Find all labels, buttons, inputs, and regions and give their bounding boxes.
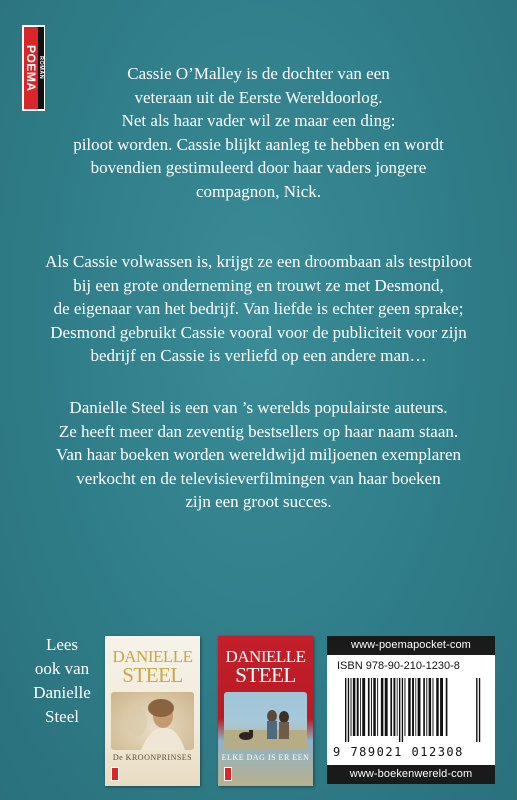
book-cover-kroonprinses bbox=[105, 636, 200, 786]
barcode-bar bbox=[429, 678, 431, 736]
blurb-line: bij een grote onderneming en trouwt ze met Desmond, bbox=[73, 275, 444, 295]
book-cover-image bbox=[111, 692, 194, 750]
barcode-bar bbox=[397, 678, 398, 736]
blurb-line: compagnon, Nick. bbox=[195, 181, 322, 201]
barcode-bar bbox=[440, 678, 443, 736]
bio-line: Ze heeft meer dan zeventig bestsellers op haar naam staan. bbox=[58, 421, 459, 441]
barcode-bar bbox=[368, 678, 370, 736]
bookstore-url[interactable]: www-boekenwereld-com bbox=[327, 765, 495, 784]
blurb-line: Cassie O’Malley is de dochter van een bbox=[127, 64, 390, 83]
barcode-bar bbox=[362, 678, 365, 736]
couple-illustration bbox=[224, 692, 307, 750]
book-title: De KROONPRINSES bbox=[112, 753, 193, 762]
barcode-bar bbox=[418, 678, 421, 736]
barcode-bar bbox=[393, 678, 395, 736]
barcode-bar bbox=[415, 678, 416, 736]
bio-line: Danielle Steel is een van ’s werelds populairste auteurs. bbox=[69, 398, 448, 417]
barcode-bar bbox=[345, 678, 346, 742]
barcode-digits: 9 789021 012308 bbox=[333, 745, 464, 759]
barcode-bar bbox=[348, 678, 349, 742]
logo-brand: POEMA bbox=[24, 44, 38, 92]
isbn-box bbox=[327, 636, 495, 784]
blurb-paragraph-1 bbox=[25, 62, 492, 203]
blurb-line: Desmond gebruikt Cassie vooral voor de publiciteit voor zijn bbox=[50, 322, 467, 342]
book-publisher-logo bbox=[224, 767, 232, 781]
barcode bbox=[345, 678, 483, 742]
publisher-url[interactable]: www-poemapocket-com bbox=[327, 636, 495, 655]
logo-imprint: ROMAN bbox=[38, 56, 44, 80]
barcode-bar bbox=[426, 678, 427, 736]
book-cover-elke-dag bbox=[218, 636, 313, 786]
barcode-bar bbox=[479, 678, 480, 742]
barcode-bar bbox=[371, 678, 372, 736]
barcode-bar bbox=[399, 678, 400, 742]
barcode-bar bbox=[351, 678, 352, 736]
bio-line: verkocht en de televisieverfilmingen van haar boeken bbox=[76, 468, 441, 488]
barcode-bar bbox=[432, 678, 433, 736]
portrait-illustration bbox=[111, 692, 194, 750]
barcode-bar bbox=[476, 678, 477, 742]
blurb-line: de eigenaar van het bedrijf. Van liefde is echter geen sprake; bbox=[53, 299, 464, 318]
barcode-bar bbox=[423, 678, 425, 736]
book-cover-image bbox=[224, 692, 307, 750]
book-title: ELKE DAG IS ER EEN bbox=[221, 753, 310, 762]
barcode-bar bbox=[377, 678, 378, 736]
blurb-paragraph-2 bbox=[25, 250, 492, 368]
blurb-line: bedrijf en Cassie is verliefd op een andere man… bbox=[90, 346, 427, 365]
barcode-bar bbox=[390, 678, 392, 736]
barcode-bar bbox=[408, 678, 410, 736]
blurb-line: bovendien gestimuleerd door haar vaders jongere bbox=[90, 158, 427, 177]
blurb-line: veteraan uit de Eerste Wereldoorlog. bbox=[134, 87, 383, 107]
barcode-bar bbox=[385, 678, 388, 736]
blurb-line: Net als haar vader wil ze maar een ding: bbox=[121, 111, 396, 130]
barcode-bar bbox=[404, 678, 405, 736]
barcode-bar bbox=[353, 678, 355, 736]
barcode-bar bbox=[357, 678, 359, 736]
barcode-bar bbox=[402, 678, 403, 742]
also-read-label: Lees ook van Danielle Steel bbox=[33, 635, 91, 726]
bio-line: Van haar boeken worden wereldwijd miljoenen exemplaren bbox=[55, 445, 461, 464]
book-publisher-logo bbox=[111, 767, 119, 781]
book-author: DANIELLE STEEL bbox=[112, 647, 193, 687]
author-bio bbox=[25, 396, 492, 514]
barcode-bar bbox=[436, 678, 438, 736]
barcode-bar bbox=[373, 678, 375, 736]
blurb-line: piloot worden. Cassie blijkt aanleg te hebben en wordt bbox=[73, 134, 444, 154]
barcode-bar bbox=[360, 678, 361, 736]
isbn-number: ISBN 978-90-210-1230-8 bbox=[337, 660, 460, 672]
barcode-bar bbox=[381, 678, 383, 736]
bio-line: zijn een groot succes. bbox=[185, 492, 332, 511]
barcode-bar bbox=[446, 678, 448, 736]
book-author: DANIELLE STEEL bbox=[225, 647, 306, 687]
barcode-bar bbox=[412, 678, 414, 736]
blurb-line: Als Cassie volwassen is, krijgt ze een droombaan als testpiloot bbox=[45, 252, 472, 271]
